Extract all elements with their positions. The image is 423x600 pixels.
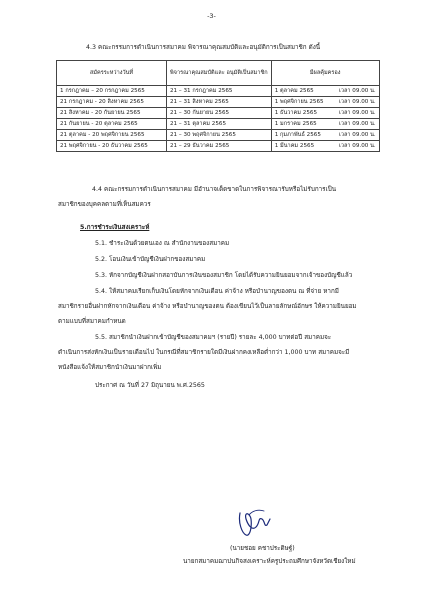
coverage-date: 1 ตุลาคม 2565 xyxy=(274,87,314,94)
coverage-time: เวลา 09.00 น. xyxy=(338,109,376,116)
section-5-4-line-2: สมาชิกรายอื่นฝากหักจากเงินเดือน ค่าจ้าง หรือบำนาญของตน ต้องเขียนไว้เป็นลายลักษณ์อักษร ให้ความยินยอม xyxy=(58,303,357,310)
page-number: -3- xyxy=(207,12,216,20)
section-5-1: 5.1. ชำระเงินด้วยตนเอง ณ สำนักงานของสมาคม xyxy=(95,240,230,247)
coverage-date: 1 ธันวาคม 2565 xyxy=(274,109,318,116)
approval-period-cell: 21 – 31 สิงหาคม 2565 xyxy=(167,97,272,108)
section-5-4-line-3: ตามแบบที่สมาคมกำหนด xyxy=(58,318,126,325)
section-4-3-text: 4.3 คณะกรรมการดำเนินการสมาคม พิจารณาคุณสมบัติและอนุมัติการเป็นสมาชิก ดังนี้ xyxy=(86,44,321,51)
signer-name: (นายชอย คชาประดิษฐ์) xyxy=(230,545,295,552)
apply-period-cell: 21 พฤศจิกายน - 20 ธันวาคม 2565 xyxy=(57,141,167,152)
signer-title: นายกสมาคมฌาปนกิจสงเคราะห์ครูประถมศึกษาจังหวัดเชียงใหม่ xyxy=(183,558,356,565)
coverage-cell xyxy=(271,108,379,119)
coverage-time: เวลา 09.00 น. xyxy=(338,98,376,105)
coverage-time: เวลา 09.00 น. xyxy=(338,142,376,149)
approval-period-cell: 21 – 29 ธันวาคม 2565 xyxy=(167,141,272,152)
approval-period-cell: 21 – 31 กรกฎาคม 2565 xyxy=(167,86,272,97)
table-row xyxy=(57,119,380,130)
table-row xyxy=(57,141,380,152)
coverage-time: เวลา 09.00 น. xyxy=(338,87,376,94)
header-apply-period: สมัครระหว่างวันที่ xyxy=(57,61,167,86)
signature-mark xyxy=(234,505,274,539)
section-5-2: 5.2. โอนเงินเข้าบัญชีเงินฝากของสมาคม xyxy=(95,256,206,263)
approval-period-cell: 21 – 30 พฤศจิกายน 2565 xyxy=(167,130,272,141)
section-5-heading: 5.การชำระเงินสงเคราะห์ xyxy=(80,224,150,231)
section-5-5-line-1: 5.5. สมาชิกนำเงินฝากเข้าบัญชีของสมาคมฯ (รายปี) รายละ 4,000 บาทต่อปี สมาคมจะ xyxy=(95,334,332,341)
coverage-cell xyxy=(271,130,379,141)
coverage-cell xyxy=(271,97,379,108)
apply-period-cell: 21 กันยายน - 20 ตุลาคม 2565 xyxy=(57,119,167,130)
section-4-4-line-1: 4.4 คณะกรรมการดำเนินการสมาคม มีอำนาจเด็ดขาดในการพิจารณารับหรือไม่รับการเป็น xyxy=(92,186,337,193)
section-5-5-line-3: หนังสือแจ้งให้สมาชิกนำเงินมาฝากเพิ่ม xyxy=(58,364,162,371)
apply-period-cell: 21 ตุลาคม - 20 พฤศจิกายน 2565 xyxy=(57,130,167,141)
apply-period-cell: 21 สิงหาคม - 20 กันยายน 2565 xyxy=(57,108,167,119)
coverage-date: 1 มกราคม 2565 xyxy=(274,120,317,127)
coverage-cell xyxy=(271,141,379,152)
announcement-date: ประกาศ ณ วันที่ 27 มิถุนายน พ.ศ.2565 xyxy=(95,382,205,389)
coverage-cell xyxy=(271,86,379,97)
coverage-date: 1 พฤศจิกายน 2565 xyxy=(274,98,324,105)
apply-period-cell: 1 กรกฎาคม – 20 กรกฎาคม 2565 xyxy=(57,86,167,97)
table-row xyxy=(57,130,380,141)
section-5-3: 5.3. หักจากบัญชีเงินฝากสอาบันการเงินของสมาชิก โดยได้รับความยินยอมจากเจ้าของบัญชีแล้ว xyxy=(95,272,353,279)
header-coverage-date: มีผลคุ้มครอง xyxy=(271,61,379,86)
approval-period-cell: 21 – 30 กันยายน 2565 xyxy=(167,108,272,119)
coverage-time: เวลา 09.00 น. xyxy=(338,120,376,127)
coverage-date: 1 มีนาคม 2565 xyxy=(274,142,315,149)
table-header-row xyxy=(57,61,380,86)
section-5-4-line-1: 5.4. ให้สมาคมเรียกเก็บเงินโดยหักจากเงินเดือน ค่าจ้าง หรือบำนาญของตน ณ ที่จ่าย หากมี xyxy=(95,288,339,295)
section-4-4-line-2: สมาชิกของบุคคลตามที่เห็นสมควร xyxy=(58,201,151,208)
coverage-time: เวลา 09.00 น. xyxy=(338,131,376,138)
coverage-cell xyxy=(271,119,379,130)
header-approval-period: พิจารณาคุณสมบัติและ อนุมัติเป็นสมาชิก xyxy=(167,61,272,86)
table-row xyxy=(57,97,380,108)
membership-schedule-table xyxy=(56,60,380,152)
table-row xyxy=(57,108,380,119)
section-5-5-line-2: ดำเนินการส่งหักเงินเป็นรายเดือนไป ในกรณีที่สมาชิกรายใดมีเงินฝากคงเหลือต่ำกว่า 1,000 บาท สมาคมจะมี xyxy=(58,349,350,356)
approval-period-cell: 21 – 31 ตุลาคม 2565 xyxy=(167,119,272,130)
coverage-date: 1 กุมภาพันธ์ 2565 xyxy=(274,131,321,138)
apply-period-cell: 21 กรกฎาคม - 20 สิงหาคม 2565 xyxy=(57,97,167,108)
table-row xyxy=(57,86,380,97)
